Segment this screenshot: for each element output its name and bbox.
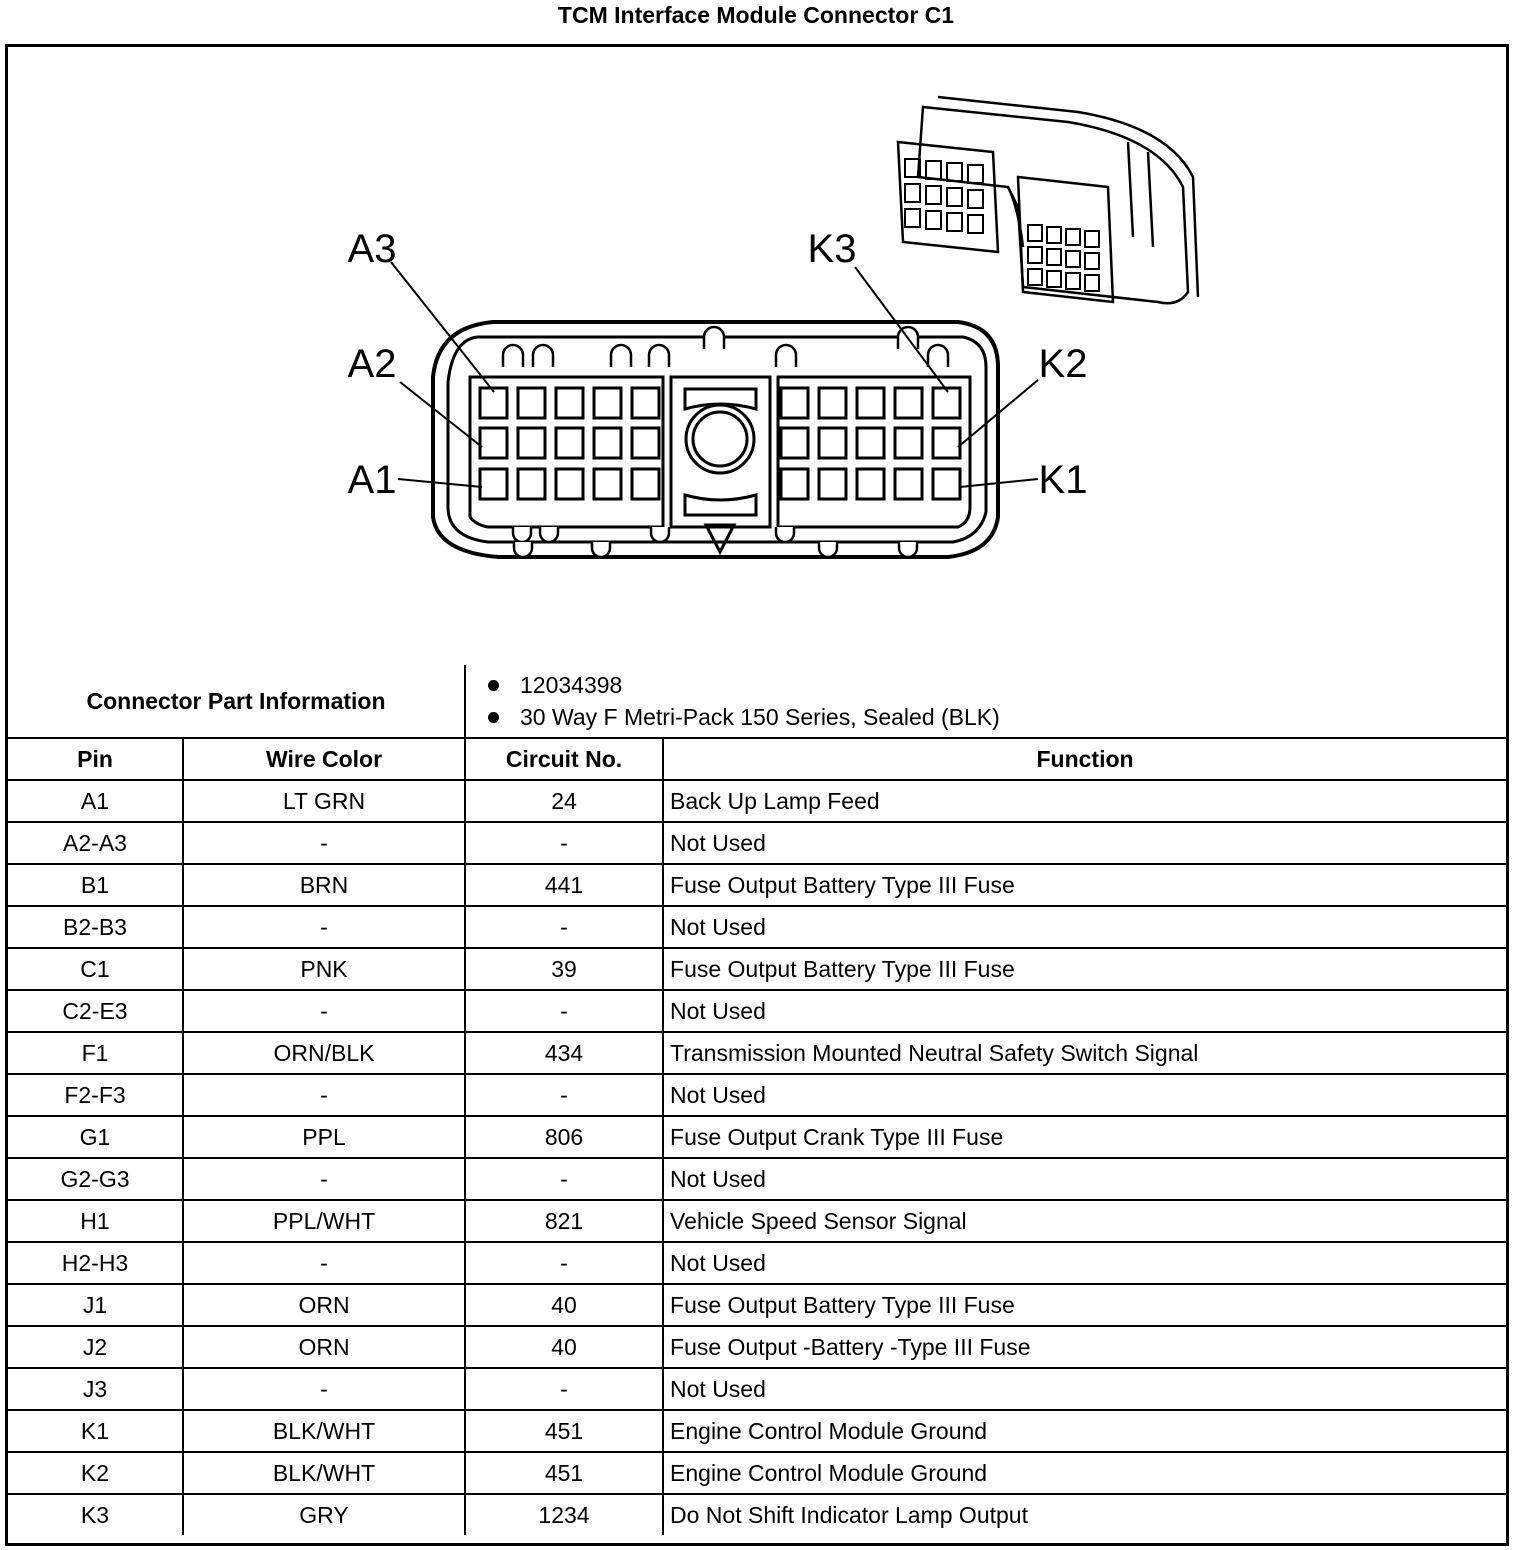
table-row <box>8 1494 1506 1535</box>
function-cell: Back Up Lamp Feed <box>663 780 1506 822</box>
cavity-3d <box>1028 225 1042 241</box>
cavity-3d <box>968 165 983 183</box>
cavity-3d <box>1085 275 1099 291</box>
pin-cavity <box>781 469 808 499</box>
function-cell: Not Used <box>663 990 1506 1032</box>
cavity-3d <box>968 215 983 233</box>
table-row <box>8 948 1506 990</box>
table-row <box>8 1326 1506 1368</box>
connector-drawing <box>8 47 1506 665</box>
wire-color-cell: BLK/WHT <box>183 1410 465 1452</box>
function-cell: Fuse Output Crank Type III Fuse <box>663 1116 1506 1158</box>
latch-bump <box>899 542 917 557</box>
pin-cavity <box>518 388 545 418</box>
wire-color-cell: BRN <box>183 864 465 906</box>
pin-cell: J2 <box>8 1326 183 1368</box>
wire-color-cell: ORN <box>183 1284 465 1326</box>
pin-cell: F2-F3 <box>8 1074 183 1116</box>
cavity-3d <box>968 190 983 208</box>
pin-cavity <box>857 428 884 458</box>
latch-bump <box>514 542 532 557</box>
latch-bump <box>592 542 610 557</box>
table-row <box>8 1368 1506 1410</box>
pin-cavity <box>594 469 621 499</box>
wire-color-cell: - <box>183 990 465 1032</box>
circuit-cell: - <box>465 1242 663 1284</box>
pin-cavity <box>518 469 545 499</box>
pin-cavity <box>518 428 545 458</box>
cavity-3d <box>926 186 941 204</box>
circuit-cell: 434 <box>465 1032 663 1074</box>
cavity-3d <box>905 209 920 227</box>
col-header-pin: Pin <box>8 738 183 780</box>
circuit-cell: 451 <box>465 1410 663 1452</box>
pin-label-a2: A2 <box>347 342 397 386</box>
part-number: 12034398 <box>488 669 1506 701</box>
wire-color-cell: PNK <box>183 948 465 990</box>
page-title: TCM Interface Module Connector C1 <box>557 2 955 28</box>
cavity-3d <box>926 211 941 229</box>
circuit-cell: - <box>465 1158 663 1200</box>
latch-bump <box>540 527 558 542</box>
pin-cell: B1 <box>8 864 183 906</box>
table-row <box>8 1200 1506 1242</box>
latch-bump <box>611 345 631 367</box>
latch-bump <box>704 327 724 349</box>
pin-cavity <box>480 428 507 458</box>
cavity-3d <box>1066 251 1080 267</box>
pin-cell: C2-E3 <box>8 990 183 1032</box>
pin-cavity <box>895 388 922 418</box>
cavity-3d <box>926 161 941 179</box>
function-cell: Transmission Mounted Neutral Safety Switch Signal <box>663 1032 1506 1074</box>
pin-cavity <box>781 428 808 458</box>
latch-bump <box>649 345 669 367</box>
table-row <box>8 1452 1506 1494</box>
circuit-cell: 40 <box>465 1284 663 1326</box>
function-cell: Fuse Output Battery Type III Fuse <box>663 864 1506 906</box>
part-info-list <box>465 665 1506 738</box>
pin-cell: G2-G3 <box>8 1158 183 1200</box>
table-row <box>8 822 1506 864</box>
circuit-cell: 441 <box>465 864 663 906</box>
table-header-row <box>8 738 1506 780</box>
cavity-3d <box>1028 269 1042 285</box>
pin-cavity <box>819 428 846 458</box>
wire-color-cell: - <box>183 822 465 864</box>
pin-cavity <box>933 428 960 458</box>
latch-bump <box>533 345 553 367</box>
circuit-cell: - <box>465 1074 663 1116</box>
pin-cavity <box>556 469 583 499</box>
wire-color-cell: - <box>183 1242 465 1284</box>
wire-color-cell: ORN/BLK <box>183 1032 465 1074</box>
function-cell: Fuse Output Battery Type III Fuse <box>663 1284 1506 1326</box>
pin-cavity <box>556 428 583 458</box>
pin-cavity <box>857 469 884 499</box>
function-cell: Not Used <box>663 1368 1506 1410</box>
table-row <box>8 1032 1506 1074</box>
cavity-3d <box>1047 227 1061 243</box>
function-cell: Fuse Output Battery Type III Fuse <box>663 948 1506 990</box>
pin-cavity <box>556 388 583 418</box>
pin-cell: F1 <box>8 1032 183 1074</box>
function-cell: Engine Control Module Ground <box>663 1452 1506 1494</box>
pin-cavity <box>632 469 659 499</box>
pin-cell: B2-B3 <box>8 906 183 948</box>
pin-cavity <box>594 428 621 458</box>
connector-diagram <box>8 47 1506 665</box>
cavity-3d <box>1066 229 1080 245</box>
function-cell: Fuse Output -Battery -Type III Fuse <box>663 1326 1506 1368</box>
pin-cell: G1 <box>8 1116 183 1158</box>
table-row <box>8 1158 1506 1200</box>
circuit-cell: 1234 <box>465 1494 663 1535</box>
table-row <box>8 1284 1506 1326</box>
pin-label-k2: K2 <box>1038 342 1088 386</box>
pin-cell: J1 <box>8 1284 183 1326</box>
latch-bump <box>651 527 669 542</box>
table-row <box>8 1242 1506 1284</box>
table-row <box>8 864 1506 906</box>
part-info-label: Connector Part Information <box>8 665 465 738</box>
circuit-cell: 40 <box>465 1326 663 1368</box>
pin-cavity <box>857 388 884 418</box>
table-row <box>8 906 1506 948</box>
circuit-cell: - <box>465 990 663 1032</box>
wire-color-cell: PPL <box>183 1116 465 1158</box>
part-info-row <box>8 665 1506 738</box>
function-cell: Not Used <box>663 1074 1506 1116</box>
pin-cavity <box>594 388 621 418</box>
cavity-3d <box>1085 231 1099 247</box>
circuit-cell: 821 <box>465 1200 663 1242</box>
circuit-cell: - <box>465 822 663 864</box>
pin-cell: A1 <box>8 780 183 822</box>
cavity-3d <box>905 184 920 202</box>
cavity-3d <box>947 163 962 181</box>
pin-cavity <box>632 388 659 418</box>
wire-color-cell: - <box>183 1074 465 1116</box>
function-cell: Not Used <box>663 906 1506 948</box>
col-header-wire-color: Wire Color <box>183 738 465 780</box>
connector-3d-cavities <box>905 159 1099 291</box>
cavity-3d <box>1085 253 1099 269</box>
circuit-cell: - <box>465 906 663 948</box>
latch-bump <box>503 345 523 367</box>
function-cell: Not Used <box>663 1242 1506 1284</box>
pin-cell: H1 <box>8 1200 183 1242</box>
wire-color-cell: LT GRN <box>183 780 465 822</box>
function-cell: Vehicle Speed Sensor Signal <box>663 1200 1506 1242</box>
latch-bump <box>819 542 837 557</box>
wire-color-cell: ORN <box>183 1326 465 1368</box>
pin-label-k3: K3 <box>807 227 857 271</box>
pin-cavity <box>895 428 922 458</box>
latch-bump <box>928 345 948 367</box>
table-row <box>8 780 1506 822</box>
wire-color-cell: - <box>183 906 465 948</box>
wire-color-cell: BLK/WHT <box>183 1452 465 1494</box>
wire-color-cell: GRY <box>183 1494 465 1535</box>
pin-cell: C1 <box>8 948 183 990</box>
pin-cavity <box>480 388 507 418</box>
col-header-circuit: Circuit No. <box>465 738 663 780</box>
cavity-3d <box>1047 249 1061 265</box>
pin-cavity <box>632 428 659 458</box>
table-row <box>8 1116 1506 1158</box>
table-row <box>8 1410 1506 1452</box>
circuit-cell: - <box>465 1368 663 1410</box>
wire-color-cell: - <box>183 1158 465 1200</box>
pin-cavity <box>480 469 507 499</box>
latch-bump <box>776 345 796 367</box>
circuit-cell: 806 <box>465 1116 663 1158</box>
pin-cell: H2-H3 <box>8 1242 183 1284</box>
circuit-cell: 24 <box>465 780 663 822</box>
function-cell: Do Not Shift Indicator Lamp Output <box>663 1494 1506 1535</box>
circuit-cell: 39 <box>465 948 663 990</box>
pin-cell: A2-A3 <box>8 822 183 864</box>
pin-cavity <box>781 388 808 418</box>
function-cell: Engine Control Module Ground <box>663 1410 1506 1452</box>
pin-label-k1: K1 <box>1038 458 1088 502</box>
pin-cell: K2 <box>8 1452 183 1494</box>
cavity-3d <box>947 213 962 231</box>
table-row <box>8 1074 1506 1116</box>
latch-bump <box>776 527 794 542</box>
cavity-3d <box>1066 273 1080 289</box>
pin-label-a3: A3 <box>347 227 397 271</box>
function-cell: Not Used <box>663 822 1506 864</box>
wire-color-cell: PPL/WHT <box>183 1200 465 1242</box>
pin-label-a1: A1 <box>347 458 397 502</box>
cavity-3d <box>1047 271 1061 287</box>
circuit-cell: 451 <box>465 1452 663 1494</box>
pin-cell: J3 <box>8 1368 183 1410</box>
part-description: 30 Way F Metri-Pack 150 Series, Sealed (BLK) <box>488 701 1506 733</box>
pin-cavity <box>819 469 846 499</box>
pin-cavity <box>819 388 846 418</box>
pin-cell: K1 <box>8 1410 183 1452</box>
pinout-table <box>8 665 1506 1535</box>
col-header-function: Function <box>663 738 1506 780</box>
cavity-3d <box>947 188 962 206</box>
table-row <box>8 990 1506 1032</box>
connector-sheet <box>5 44 1509 1546</box>
pin-cavity <box>933 388 960 418</box>
pin-cavity <box>895 469 922 499</box>
wire-color-cell: - <box>183 1368 465 1410</box>
cavity-3d <box>1028 247 1042 263</box>
pin-cavity <box>933 469 960 499</box>
pin-cell: K3 <box>8 1494 183 1535</box>
latch-bump <box>513 527 531 542</box>
function-cell: Not Used <box>663 1158 1506 1200</box>
